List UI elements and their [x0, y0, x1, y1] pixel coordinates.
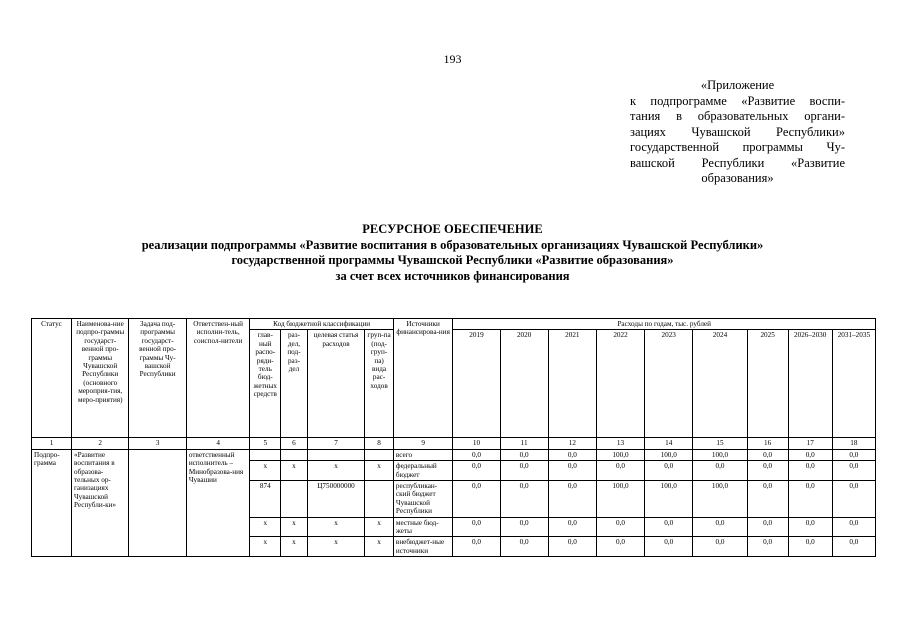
- header-year: 2026–2030: [788, 330, 832, 438]
- value-cell: 0,0: [500, 481, 548, 518]
- column-number: 9: [393, 438, 452, 449]
- value-cell: 0,0: [788, 449, 832, 460]
- title-line: реализации подпрограммы «Развитие воспитания в образовательных организациях Чувашской Республики»: [141, 237, 764, 252]
- header-year: 2024: [693, 330, 747, 438]
- resource-table: [31, 318, 876, 557]
- value-cell: 0,0: [500, 517, 548, 537]
- value-cell: 0,0: [747, 517, 788, 537]
- status-cell: Подпро-грамма: [32, 449, 72, 556]
- column-number: 4: [186, 438, 250, 449]
- target-article-cell: х: [307, 517, 364, 537]
- column-number: 17: [788, 438, 832, 449]
- title-line: государственной программы Чувашской Республики «Развитие образования»: [231, 253, 674, 267]
- value-cell: 0,0: [747, 481, 788, 518]
- expense-group-cell: х: [365, 461, 394, 481]
- title-line: за счет всех источников финансирования: [335, 268, 570, 283]
- appendix-line: к подпрограмме «Развитие воспи-: [630, 93, 845, 108]
- value-cell: 0,0: [453, 449, 500, 460]
- header-executor: Ответствен-ный исполни-тель, соиспол-нители: [186, 319, 250, 438]
- header-year: 2021: [548, 330, 596, 438]
- target-article-cell: х: [307, 537, 364, 557]
- value-cell: 0,0: [832, 537, 875, 557]
- column-number: 6: [281, 438, 308, 449]
- appendix-line: зациях Чувашской Республики»: [630, 124, 845, 139]
- column-number-row: [32, 438, 876, 449]
- header-sources: Источники финансирова-ния: [393, 319, 452, 438]
- expense-group-cell: [365, 481, 394, 518]
- header-expenses: Расходы по годам, тыс. рублей: [453, 319, 876, 330]
- value-cell: 0,0: [832, 449, 875, 460]
- value-cell: 0,0: [693, 517, 747, 537]
- target-article-cell: [307, 449, 364, 460]
- document-title: [0, 222, 905, 284]
- header-section: раз-дел, под-раз-дел: [281, 330, 308, 438]
- header-year: 2019: [453, 330, 500, 438]
- title-line: РЕСУРСНОЕ ОБЕСПЕЧЕНИЕ: [362, 222, 543, 236]
- value-cell: 0,0: [747, 461, 788, 481]
- chief-administrator-cell: х: [250, 517, 281, 537]
- column-number: 3: [129, 438, 186, 449]
- value-cell: 0,0: [747, 449, 788, 460]
- column-number: 13: [596, 438, 644, 449]
- value-cell: 0,0: [693, 537, 747, 557]
- value-cell: 0,0: [645, 517, 693, 537]
- task-cell: [129, 449, 186, 556]
- column-number: 15: [693, 438, 747, 449]
- chief-administrator-cell: х: [250, 537, 281, 557]
- appendix-line: государственной программы Чу-: [630, 140, 845, 154]
- value-cell: 0,0: [548, 481, 596, 518]
- chief-administrator-cell: х: [250, 461, 281, 481]
- expense-group-cell: х: [365, 537, 394, 557]
- column-number: 10: [453, 438, 500, 449]
- header-status: Статус: [32, 319, 72, 438]
- value-cell: 100,0: [596, 481, 644, 518]
- page-number: 193: [443, 52, 462, 66]
- source-cell: местные бюд-жеты: [393, 517, 452, 537]
- value-cell: 0,0: [788, 517, 832, 537]
- value-cell: 0,0: [832, 481, 875, 518]
- value-cell: 0,0: [747, 537, 788, 557]
- value-cell: 0,0: [832, 461, 875, 481]
- subprogram-name-cell: «Развитие воспитания в образова-тельных ор-ганизациях Чувашской Республи-ки»: [71, 449, 128, 556]
- column-number: 12: [548, 438, 596, 449]
- column-number: 14: [645, 438, 693, 449]
- column-number: 1: [32, 438, 72, 449]
- column-number: 16: [747, 438, 788, 449]
- source-cell: федеральный бюджет: [393, 461, 452, 481]
- column-number: 11: [500, 438, 548, 449]
- header-chief-administrator: глав-ный распо-ряди-тель бюд-жетных средств: [250, 330, 281, 438]
- value-cell: 0,0: [645, 537, 693, 557]
- column-number: 18: [832, 438, 875, 449]
- appendix-line: вашской Республики «Развитие: [630, 155, 845, 170]
- value-cell: 0,0: [832, 517, 875, 537]
- value-cell: 0,0: [596, 517, 644, 537]
- appendix-line: тания в образовательных органи-: [630, 109, 845, 123]
- section-cell: х: [281, 517, 308, 537]
- source-cell: республикан-ский бюджет Чувашской Республики: [393, 481, 452, 518]
- header-year: 2020: [500, 330, 548, 438]
- source-cell: внебюджет-ные источники: [393, 537, 452, 557]
- value-cell: 0,0: [693, 461, 747, 481]
- appendix-line: «Приложение: [700, 78, 775, 92]
- value-cell: 100,0: [693, 481, 747, 518]
- value-cell: 0,0: [788, 461, 832, 481]
- value-cell: 0,0: [453, 517, 500, 537]
- value-cell: 100,0: [645, 481, 693, 518]
- appendix-line: образования»: [701, 171, 774, 185]
- source-cell: всего: [393, 449, 452, 460]
- value-cell: 100,0: [596, 449, 644, 460]
- column-number: 8: [365, 438, 394, 449]
- chief-administrator-cell: 874: [250, 481, 281, 518]
- value-cell: 0,0: [596, 537, 644, 557]
- column-number: 2: [71, 438, 128, 449]
- header-task: Задача под-программы государст-венной про-граммы Чу-вашской Республики: [129, 319, 186, 438]
- value-cell: 0,0: [788, 481, 832, 518]
- section-cell: х: [281, 461, 308, 481]
- value-cell: 0,0: [548, 517, 596, 537]
- target-article-cell: х: [307, 461, 364, 481]
- expense-group-cell: х: [365, 517, 394, 537]
- value-cell: 0,0: [500, 537, 548, 557]
- header-year: 2025: [747, 330, 788, 438]
- value-cell: 0,0: [788, 537, 832, 557]
- header-year: 2023: [645, 330, 693, 438]
- section-cell: [281, 449, 308, 460]
- header-target-article: целевая статья расходов: [307, 330, 364, 438]
- header-year: 2031–2035: [832, 330, 875, 438]
- column-number: 7: [307, 438, 364, 449]
- value-cell: 0,0: [548, 537, 596, 557]
- header-budget-code: Код бюджетной классификации: [250, 319, 394, 330]
- header-expense-group: груп-па (под-груп-па) вида рас-ходов: [365, 330, 394, 438]
- value-cell: 0,0: [453, 481, 500, 518]
- executor-cell: ответственный исполнитель – Минобразова-ния Чувашии: [186, 449, 250, 556]
- value-cell: 0,0: [596, 461, 644, 481]
- header-year: 2022: [596, 330, 644, 438]
- value-cell: 0,0: [548, 461, 596, 481]
- appendix-note: [630, 78, 845, 187]
- column-number: 5: [250, 438, 281, 449]
- value-cell: 0,0: [453, 461, 500, 481]
- expense-group-cell: [365, 449, 394, 460]
- target-article-cell: Ц750000000: [307, 481, 364, 518]
- section-cell: х: [281, 537, 308, 557]
- section-cell: [281, 481, 308, 518]
- value-cell: 0,0: [500, 449, 548, 460]
- value-cell: 0,0: [548, 449, 596, 460]
- value-cell: 100,0: [645, 449, 693, 460]
- chief-administrator-cell: [250, 449, 281, 460]
- header-name: Наименова-ние подпро-граммы государст-венной про-граммы Чувашской Республики (основного мероприя-тия, меро-приятия): [71, 319, 128, 438]
- value-cell: 0,0: [453, 537, 500, 557]
- table-row: [32, 449, 876, 460]
- value-cell: 0,0: [500, 461, 548, 481]
- value-cell: 0,0: [645, 461, 693, 481]
- value-cell: 100,0: [693, 449, 747, 460]
